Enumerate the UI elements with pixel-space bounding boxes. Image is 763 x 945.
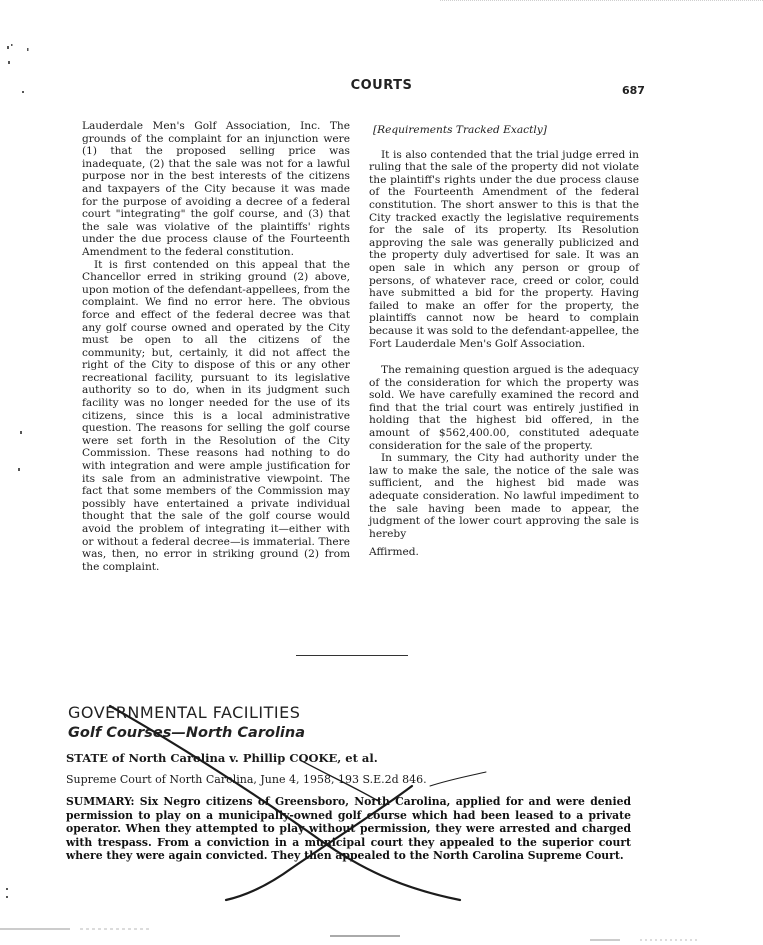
case-summary <box>66 795 631 863</box>
left-paragraph-1: Lauderdale Men's Golf Association, Inc. The grounds of the complaint for an injunction were (1) that the proposed selling price was inadequate, (2) that the sale was not for a lawful purpose nor in the best interests of the citizens and taxpayers of the City because it was made for the purpose of avoiding a decree of a federal court "integrating" the golf course, and (3) that the sale was violative of the plaintiffs' rights under the due process clause of the Fourteenth Amendment to the federal constitution. <box>82 120 350 258</box>
right-paragraph-2: The remaining question argued is the adequacy of the consideration for which the property was sold. We have carefully examined the record and find that the trial court was entirely justified in holding that the highest bid offered, in the amount of $562,400.00, constituted adequate consideration for the sale of the property. <box>369 364 639 452</box>
summary-label: SUMMARY: <box>66 795 135 808</box>
scan-specks <box>6 44 29 898</box>
right-column-heading: [Requirements Tracked Exactly] <box>373 124 547 136</box>
affirmed-text: Affirmed. <box>369 546 419 559</box>
top-dotted-edge <box>440 0 763 3</box>
case-title: STATE of North Carolina v. Phillip COOKE, et al. <box>66 751 378 765</box>
bottom-scan-lines <box>0 929 700 940</box>
page-number: 687 <box>622 84 645 97</box>
left-column <box>82 120 350 573</box>
section-divider-rule <box>296 655 408 656</box>
section-title: GOVERNMENTAL FACILITIES <box>68 703 301 722</box>
left-paragraph-2: It is first contended on this appeal that the Chancellor erred in striking ground (2) above, upon motion of the defendant-appellees, from the complaint. We find no error here. The obvious force and effect of the federal decree was that any golf course owned and operated by the City must be open to all the citizens of the community; but, certainly, it did not affect the right of the City to dispose of this or any other recreational facility, pursuant to its legislative authority so to do, when in its judgment such facility was no longer needed for the use of its citizens, since this is a local administrative question. The reasons for selling the golf course were set forth in the Resolution of the City Commission. These reasons had nothing to do with integration and were ample justification for its sale from an administrative viewpoint. The fact that some members of the Commission may possibly have entertained a private individual thought that the sale of the golf course would avoid the problem of integrating it—either with or without a federal decree—is immaterial. There was, then, no error in striking ground (2) from the complaint. <box>82 258 350 573</box>
right-paragraph-1: It is also contended that the trial judge erred in ruling that the sale of the property did not violate the plaintiff's rights under the due process clause of the Fourteenth Amendment of the federal constitution. The short answer to this is that the City tracked exactly the legislative requirements for the sale of its property. Its Resolution approving the sale was generally publicized and the property duly advertised for sale. It was an open sale in which any person or group of persons, of whatever race, creed or color, could have submitted a bid for the property. Having failed to make an offer for the property, the plaintiffs cannot now be heard to complain because it was sold to the defendant-appellee, the Fort Lauderdale Men's Golf Association. <box>369 148 639 350</box>
right-paragraph-3: In summary, the City had authority under the law to make the sale, the notice of the sale was sufficient, and the highest bid made was adequate consideration. No lawful impediment to the sale having been made to appear, the judgment of the lower court approving the sale is hereby <box>369 452 639 540</box>
right-column <box>369 124 639 559</box>
court-citation: Supreme Court of North Carolina, June 4, 1958, 193 S.E.2d 846. <box>66 773 427 786</box>
section-subtitle: Golf Courses—North Carolina <box>68 725 305 741</box>
summary-text: Six Negro citizens of Greensboro, North Carolina, applied for and were denied permission to play on a municipally-owned golf course which had been leased to a private operator. When they attempted to play without permission, they were arrested and charged with trespass. From a conviction in a municipal court they appealed to the superior court where they were again convicted. They then appealed to the North Carolina Supreme Court. <box>66 795 631 862</box>
running-header: COURTS <box>350 78 413 93</box>
